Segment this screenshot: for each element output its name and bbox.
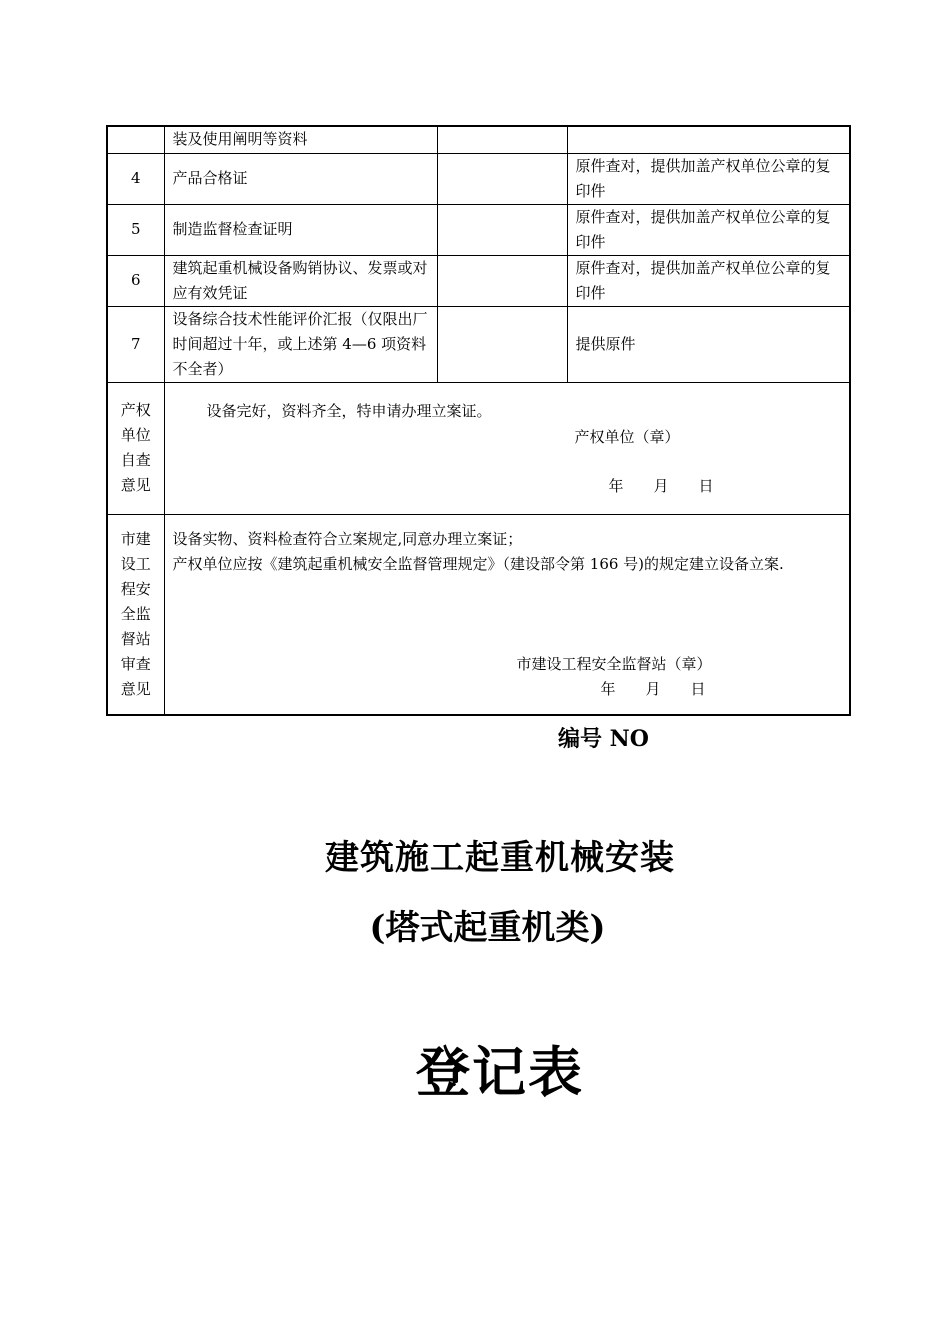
table-row bbox=[107, 126, 850, 153]
row-item: 建筑起重机械设备购销协议、发票或对应有效凭证 bbox=[164, 255, 437, 306]
document-number: 编号 NO bbox=[558, 726, 649, 752]
row-note: 原件查对，提供加盖产权单位公章的复印件 bbox=[567, 204, 850, 255]
owner-opinion-label bbox=[107, 382, 164, 514]
row-blank bbox=[437, 126, 567, 153]
table-row bbox=[107, 153, 850, 204]
row-number: 6 bbox=[107, 255, 164, 306]
row-item: 产品合格证 bbox=[164, 153, 437, 204]
row-blank bbox=[437, 255, 567, 306]
owner-opinion-text: 设备完好，资料齐全，特申请办理立案证。 bbox=[206, 401, 492, 420]
station-opinion-cell bbox=[164, 514, 850, 715]
row-item: 制造监督检查证明 bbox=[164, 204, 437, 255]
row-note: 提供原件 bbox=[567, 306, 850, 382]
cover-title-line1: 建筑施工起重机械安装 bbox=[325, 838, 675, 878]
station-opinion-label bbox=[107, 514, 164, 715]
station-opinion-row bbox=[107, 514, 850, 715]
table-row bbox=[107, 204, 850, 255]
row-number bbox=[107, 126, 164, 153]
owner-opinion-cell bbox=[164, 382, 850, 514]
row-item: 设备综合技术性能评价汇报（仅限出厂时间超过十年，或上述第 4—6 项资料不全者） bbox=[164, 306, 437, 382]
cover-title-line2: (塔式起重机类) bbox=[369, 908, 606, 948]
owner-date: 年 月 日 bbox=[608, 476, 714, 495]
table-row bbox=[107, 255, 850, 306]
station-date: 年 月 日 bbox=[600, 679, 706, 698]
row-note: 原件查对，提供加盖产权单位公章的复印件 bbox=[567, 255, 850, 306]
owner-seal: 产权单位（章） bbox=[574, 427, 680, 446]
station-opinion-line2: 产权单位应按《建筑起重机械安全监督管理规定》（建设部令第 166 号)的规定建立设备立案. bbox=[172, 554, 784, 573]
owner-opinion-row bbox=[107, 382, 850, 514]
row-blank bbox=[437, 204, 567, 255]
owner-opinion-label-text: 产权单位自查意见 bbox=[120, 401, 151, 494]
station-opinion-line1: 设备实物、资料检查符合立案规定,同意办理立案证； bbox=[172, 529, 523, 548]
row-number: 4 bbox=[107, 153, 164, 204]
station-seal: 市建设工程安全监督站（章） bbox=[516, 654, 712, 673]
station-opinion-label-text: 市建设工程安全监督站审查意见 bbox=[120, 529, 151, 698]
cover-main-title: 登记表 bbox=[416, 1040, 584, 1104]
row-note: 原件查对，提供加盖产权单位公章的复印件 bbox=[567, 153, 850, 204]
row-note bbox=[567, 126, 850, 153]
row-number: 7 bbox=[107, 306, 164, 382]
document-table bbox=[106, 125, 851, 716]
row-item: 装及使用阐明等资料 bbox=[164, 126, 437, 153]
row-blank bbox=[437, 153, 567, 204]
row-number: 5 bbox=[107, 204, 164, 255]
table-row bbox=[107, 306, 850, 382]
row-blank bbox=[437, 306, 567, 382]
